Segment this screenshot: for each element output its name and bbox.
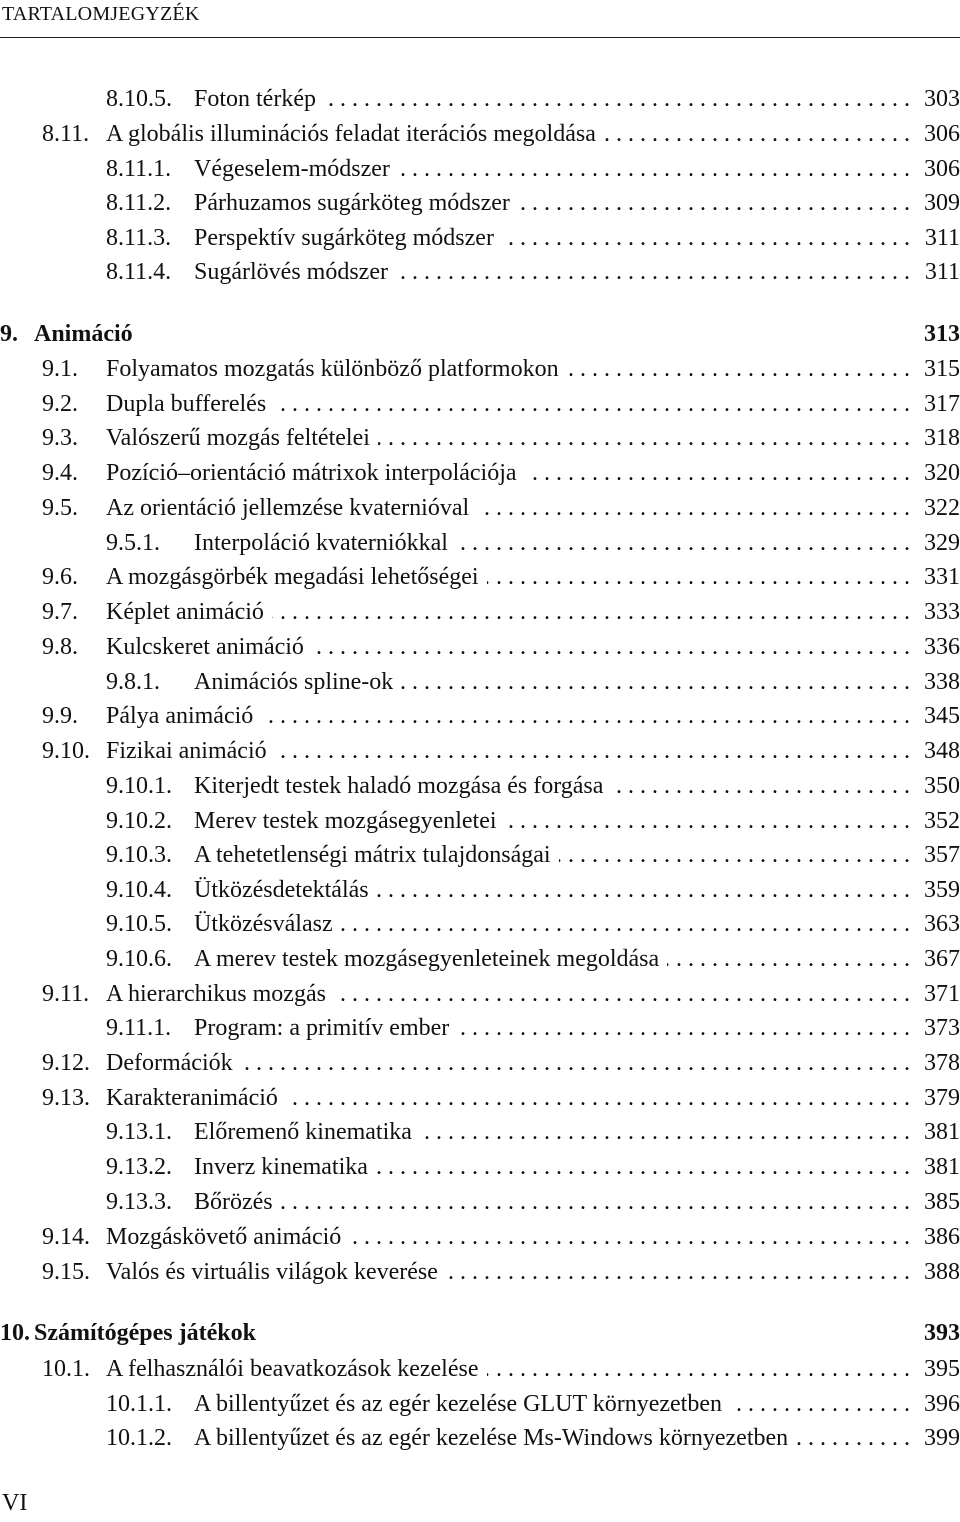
toc-entry-number: 9.8. [42,634,78,660]
toc-dot-leader [730,1391,910,1418]
toc-entry-number: 9.10. [42,738,90,764]
toc-dot-leader [274,391,910,418]
toc-dot-leader [604,121,910,148]
toc-dot-leader [312,634,910,661]
toc-entry-page: 363 [924,911,960,937]
toc-entry[interactable] [0,225,960,255]
toc-entry[interactable] [0,1154,960,1184]
toc-dot-leader [667,946,910,973]
toc-dot-leader [341,911,910,938]
toc-entry-number: 9.2. [42,391,78,417]
toc-entry-title: Végeselem-módszer [194,156,390,182]
toc-entry-page: 306 [924,121,960,147]
toc-entry-title: Pálya animáció [106,703,254,729]
toc-entry-title: Ütközésválasz [194,911,333,937]
toc-entry-page: 331 [924,564,960,590]
toc-entry-title: Perspektív sugárköteg módszer [194,225,494,251]
toc-entry[interactable] [0,703,960,733]
toc-entry[interactable] [0,773,960,803]
toc-entry-title: Karakteranimáció [106,1085,278,1111]
toc-dot-leader [261,703,910,730]
toc-entry[interactable] [0,946,960,976]
toc-entry-number: 9.13. [42,1085,90,1111]
toc-entry[interactable] [0,356,960,386]
toc-entry-number: 9.3. [42,425,78,451]
toc-entry-page: 329 [924,530,960,556]
toc-entry[interactable] [0,911,960,941]
toc-entry-page: 303 [924,86,960,112]
toc-dot-leader [446,1259,910,1286]
toc-entry-number: 8.11.4. [106,259,172,285]
toc-dot-leader [477,495,910,522]
toc-entry-title: Interpoláció kvaterniókkal [194,530,448,556]
toc-entry-title: Kulcskeret animáció [106,634,304,660]
header-title: TARTALOMJEGYZÉK [2,3,200,25]
toc-entry[interactable] [0,460,960,490]
toc-dot-leader [456,530,910,557]
toc-entry-number: 9.13.2. [106,1154,172,1180]
toc-entry-title: Párhuzamos sugárköteg módszer [194,190,510,216]
toc-dot-leader [334,981,910,1008]
toc-entry[interactable] [0,599,960,629]
toc-dot-leader [487,564,910,591]
toc-dot-leader [398,156,910,183]
toc-entry-page: 381 [924,1154,960,1180]
toc-entry[interactable] [0,1119,960,1149]
toc-entry-number: 9.13.1. [106,1119,172,1145]
toc-entry[interactable] [0,391,960,421]
toc-entry[interactable] [0,1356,960,1386]
toc-entry-number: 9.10.6. [106,946,172,972]
toc-entry-title: A hierarchikus mozgás [106,981,326,1007]
toc-entry-number: 9.12. [42,1050,90,1076]
toc-entry-page: 388 [924,1259,960,1285]
toc-dot-leader [796,1425,910,1452]
toc-entry-page: 317 [924,391,960,417]
toc-chapter-entry[interactable] [0,1320,960,1350]
toc-entry-number: 9.5.1. [106,530,160,556]
toc-entry-number: 8.11. [42,121,90,147]
toc-entry-page: 399 [924,1425,960,1451]
toc-entry-number: 9.11. [42,981,90,1007]
toc-entry-title: Kiterjedt testek haladó mozgása és forgása [194,773,604,799]
toc-entry-title: Pozíció–orientáció mátrixok interpolációja [106,460,517,486]
running-header [0,0,960,38]
toc-entry-page: 373 [924,1015,960,1041]
toc-dot-leader [376,1154,910,1181]
toc-entry-number: 8.11.3. [106,225,172,251]
toc-entry-page: 352 [924,808,960,834]
toc-entry-number: 9.1. [42,356,78,382]
toc-entry-number: 9.11.1. [106,1015,172,1041]
toc-entry[interactable] [0,1189,960,1219]
toc-entry-number: 9.10.4. [106,877,172,903]
toc-entry-page: 306 [924,156,960,182]
toc-entry-title: Bőrözés [194,1189,273,1215]
toc-dot-leader [559,842,910,869]
toc-dot-leader [401,669,910,696]
toc-entry-page: 379 [924,1085,960,1111]
toc-entry-number: 9.4. [42,460,78,486]
toc-entry[interactable] [0,1224,960,1254]
toc-entry-page: 336 [924,634,960,660]
toc-entry-number: 8.11.2. [106,190,172,216]
toc-entry-page: 322 [924,495,960,521]
toc-entry[interactable] [0,1015,960,1045]
toc-dot-leader [349,1224,910,1251]
toc-entry-number: 9.7. [42,599,78,625]
toc-dot-leader [324,86,910,113]
toc-entry-number: 9.10.5. [106,911,172,937]
toc-entry-page: 318 [924,425,960,451]
toc-dot-leader [457,1015,910,1042]
toc-entry-number: 9.10.3. [106,842,172,868]
toc-entry[interactable] [0,981,960,1011]
toc-entry[interactable] [0,156,960,186]
toc-dot-leader [525,460,910,487]
toc-entry-page: 395 [924,1356,960,1382]
toc-dot-leader [502,225,910,252]
toc-entry-title: A merev testek mozgásegyenleteinek megoldása [194,946,660,972]
toc-entry-number: 8.10.5. [106,86,172,112]
toc-dot-leader [567,356,910,383]
toc-dot-leader [241,1050,910,1077]
toc-entry[interactable] [0,1425,960,1455]
toc-entry[interactable] [0,634,960,664]
toc-entry[interactable] [0,1391,960,1421]
toc-entry-title: A globális illuminációs feladat iterációs megoldása [106,121,596,147]
toc-entry-number: 9.6. [42,564,78,590]
toc-entry-number: 10.1.2. [106,1425,172,1451]
toc-entry-number: 9.14. [42,1224,90,1250]
toc-dot-leader [518,190,910,217]
toc-entry-page: 313 [924,321,960,347]
toc-entry-title: Fizikai animáció [106,738,267,764]
toc-dot-leader [487,1356,911,1383]
toc-entry-title: Számítógépes játékok [34,1320,256,1346]
toc-entry-page: 371 [924,981,960,1007]
toc-entry-title: Az orientáció jellemzése kvaternióval [106,495,470,521]
toc-entry-page: 396 [924,1391,960,1417]
toc-entry-page: 393 [924,1320,960,1346]
toc-entry-page: 345 [924,703,960,729]
toc-entry-title: A billentyűzet és az egér kezelése Ms-Windows környezetben [194,1425,789,1451]
toc-dot-leader [286,1085,910,1112]
toc-entry-title: Sugárlövés módszer [194,259,388,285]
toc-entry-title: A tehetetlenségi mátrix tulajdonságai [194,842,551,868]
toc-entry-page: 348 [924,738,960,764]
toc-entry[interactable] [0,190,960,220]
toc-entry-title: Folyamatos mozgatás különböző platformokon [106,356,559,382]
toc-entry-page: 311 [924,259,960,285]
toc-entry-page: 333 [924,599,960,625]
toc-dot-leader [281,1189,910,1216]
toc-entry[interactable] [0,669,960,699]
toc-entry[interactable] [0,564,960,594]
toc-entry-title: Ütközésdetektálás [194,877,369,903]
toc-entry[interactable] [0,86,960,116]
toc-entry-title: Deformációk [106,1050,233,1076]
toc-entry-title: Inverz kinematika [194,1154,368,1180]
toc-entry-title: A billentyűzet és az egér kezelése GLUT környezetben [194,1391,722,1417]
toc-entry-page: 309 [924,190,960,216]
toc-entry[interactable] [0,425,960,455]
toc-entry-number: 9.15. [42,1259,90,1285]
toc-entry[interactable] [0,1259,960,1289]
toc-entry-number: 10.1. [42,1356,90,1382]
toc-entry-title: A mozgásgörbék megadási lehetőségei [106,564,479,590]
toc-entry-number: 8.11.1. [106,156,172,182]
toc-dot-leader [396,259,910,286]
toc-entry-title: A felhasználói beavatkozások kezelése [106,1356,479,1382]
toc-entry-number: 9.9. [42,703,78,729]
toc-entry-number: 9.13.3. [106,1189,172,1215]
toc-entry-title: Merev testek mozgásegyenletei [194,808,497,834]
toc-entry[interactable] [0,259,960,289]
toc-entry-title: Foton térkép [194,86,316,112]
toc-entry-page: 381 [924,1119,960,1145]
toc-entry-title: Dupla bufferelés [106,391,267,417]
toc-entry-page: 320 [924,460,960,486]
toc-entry-page: 378 [924,1050,960,1076]
toc-entry-title: Képlet animáció [106,599,264,625]
toc-entry[interactable] [0,877,960,907]
toc-entry-page: 357 [924,842,960,868]
toc-entry-number: 9. [0,321,18,347]
toc-dot-leader [505,808,910,835]
toc-entry[interactable] [0,842,960,872]
toc-entry-title: Animációs spline-ok [194,669,394,695]
toc-entry[interactable] [0,1050,960,1080]
toc-entry-number: 10.1.1. [106,1391,172,1417]
toc-dot-leader [378,425,910,452]
toc-entry-number: 9.10.1. [106,773,172,799]
toc-entry-page: 311 [924,225,960,251]
toc-entry-number: 10. [0,1320,30,1346]
toc-dot-leader [377,877,910,904]
toc-entry-title: Előremenő kinematika [194,1119,412,1145]
toc-entry[interactable] [0,808,960,838]
toc-entry[interactable] [0,530,960,560]
toc-entry-title: Animáció [34,321,133,347]
toc-dot-leader [611,773,910,800]
toc-entry-title: Valós és virtuális világok keverése [106,1259,438,1285]
toc-entry-title: Mozgáskövető animáció [106,1224,342,1250]
toc-dot-leader [272,599,910,626]
toc-entry-page: 338 [924,669,960,695]
toc-entry-page: 350 [924,773,960,799]
toc-chapter-entry[interactable] [0,321,960,351]
page-number: VI [2,1490,28,1516]
toc-entry[interactable] [0,121,960,151]
toc-dot-leader [420,1119,910,1146]
toc-entry[interactable] [0,495,960,525]
toc-entry[interactable] [0,738,960,768]
toc-entry[interactable] [0,1085,960,1115]
toc-entry-page: 359 [924,877,960,903]
toc-entry-number: 9.10.2. [106,808,172,834]
toc-entry-number: 9.5. [42,495,78,521]
toc-entry-number: 9.8.1. [106,669,160,695]
toc-entry-title: Program: a primitív ember [194,1015,450,1041]
toc-dot-leader [275,738,910,765]
toc-entry-page: 367 [924,946,960,972]
toc-entry-page: 315 [924,356,960,382]
toc-entry-page: 385 [924,1189,960,1215]
toc-entry-page: 386 [924,1224,960,1250]
toc-entry-title: Valószerű mozgás feltételei [106,425,370,451]
